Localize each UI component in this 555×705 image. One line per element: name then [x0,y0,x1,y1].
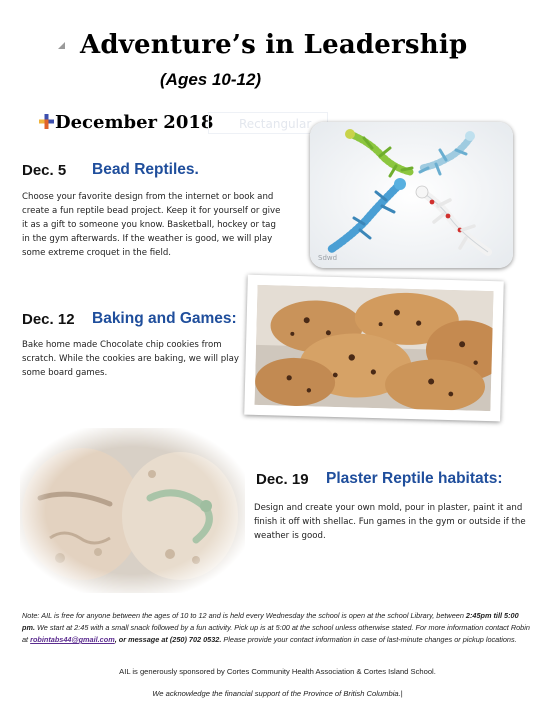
ghost-shape-label: Rectangular [208,112,328,134]
event-date: Dec. 19 [256,471,309,488]
note-text: We start at 2:45 with a small snack followed by a fun activity. Pick up is at 5:00 at the school unless otherwise stated. For more information contact Robin at [22,623,530,644]
event-date: Dec. 12 [22,311,75,328]
note-time: 2:45pm till 5:00 pm. [22,611,519,632]
month-heading: December 2018 [55,112,214,133]
footer-note [22,610,532,646]
watermark-text: Sdwd [318,254,338,262]
text-cursor: | [400,689,403,698]
page-subtitle: (Ages 10-12) [160,70,262,89]
event-title: Baking and Games: [92,310,237,327]
note-text: Please provide your contact information in case of last-minute changes or pickup locations. [221,635,517,644]
cross-bullet-icon [39,114,54,129]
phone-text: , or message at (250) 702 0532. [114,635,222,644]
bead-reptiles-photo [310,122,513,268]
email-link[interactable]: robintabs44@gmail.com [30,635,115,644]
acknowledgement-text [0,689,555,698]
page-title: Adventure’s in Leadership [80,30,468,60]
plaster-habitats-photo [20,428,245,593]
event-title: Bead Reptiles. [92,161,199,178]
sponsor-text: AIL is generously sponsored by Cortes Community Health Association & Cortes Island School. [119,667,436,676]
event-description: Design and create your own mold, pour in plaster, paint it and finish it off with shellac. Fun games in the gym or outside if the weather is good. [254,503,526,541]
cookies-photo [244,275,504,422]
event-description: Choose your favorite design from the internet or book and create a fun reptile bead project. Keep it for yourself or give it as a gift to someone you know. Basketball, hockey or tag in the gym afterwards. If the weather is good, we will play some extreme croquet in the field. [22,192,281,258]
event-title: Plaster Reptile habitats: [326,470,503,487]
corner-marker-icon [58,42,65,49]
acknowledgement-label: We acknowledge the financial support of the Province of British Columbia. [152,689,401,698]
note-text: Note: AIL is free for anyone between the ages of 10 to 12 and is held every Wednesday the school is open at the school Library, between [22,611,466,620]
event-date: Dec. 5 [22,162,67,179]
event-description: Bake home made Chocolate chip cookies from scratch. While the cookies are baking, we will play some board games. [22,340,239,378]
